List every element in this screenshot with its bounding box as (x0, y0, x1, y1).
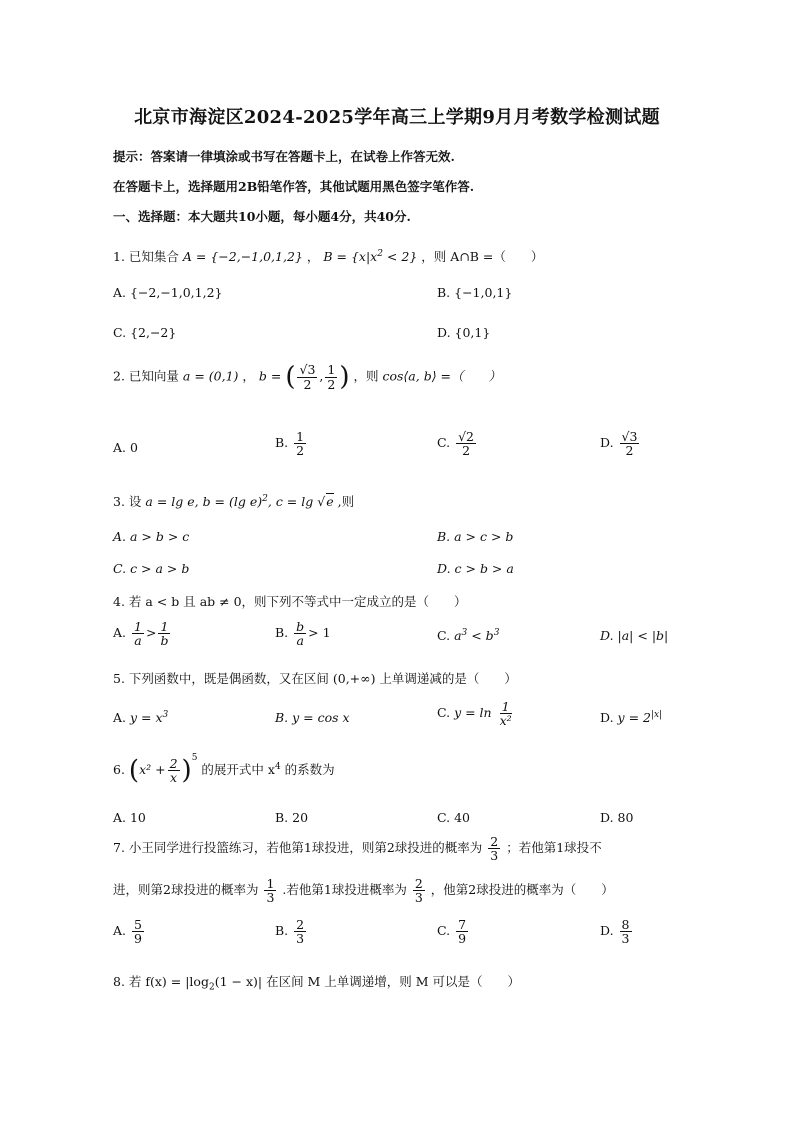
q5-option-b: B. y = cos x (275, 710, 350, 725)
q4-option-a: A. $\frac{1}{a}$ > $\frac{1}{b}$ (113, 619, 169, 649)
question-8: 8. 若 $f(x) = |\log_2(1 - x)|$ 在区间 M 上单调递增，则 M 可以是（ ） (113, 974, 521, 993)
notice-line-2: 在答题卡上，选择题用2B铅笔作答，其他试题用黑色签字笔作答. (113, 179, 475, 194)
q2-vector-b-lhs: b = (258, 368, 282, 384)
q7-option-b: B. $\frac{2}{3}$ (275, 917, 305, 947)
q5-option-a: A. $y = x^3$ (113, 710, 169, 726)
q2-ask-expr: cos⟨a, b⟩ =（ ） (382, 368, 502, 384)
q2-option-c: C. $\frac{√2}{2}$ (437, 429, 474, 459)
q6-right-paren: ) (181, 755, 192, 786)
q7-option-a: A. $\frac{5}{9}$ (113, 917, 142, 947)
q3-option-d: D. c > b > a (437, 561, 514, 576)
q7-option-c: C. $\frac{7}{9}$ (437, 917, 467, 947)
q2-b-frac-2: $\frac{1}{2}$ (327, 362, 336, 392)
q6-prefix: 6. (113, 762, 125, 777)
q2-vector-a: a = (0,1) (182, 368, 239, 384)
q2-prefix: 2. 已知向量 (113, 368, 179, 384)
q1-set-a: A = {−2,−1,0,1,2} (182, 249, 303, 264)
q6-option-d: D. 80 (600, 810, 634, 825)
q7-option-d: D. $\frac{8}{3}$ (600, 917, 630, 947)
q3-tail: ,则 (337, 494, 355, 509)
q4-option-b: B. $\frac{b}{a}$ > 1 (275, 619, 331, 649)
q2-ask-prefix: ，则 (353, 368, 379, 384)
question-7-line-2: 进，则第2球投进的概率为 $\frac{1}{3}$ .若他第1球投进概率为 $\frac{2}{3}$ ，他第2球投进的概率为（ ） (113, 876, 614, 906)
q1-option-d: D. {0,1} (437, 325, 491, 340)
page-title: 北京市海淀区2024-2025学年高三上学期9月月考数学检测试题 (134, 107, 660, 128)
q2-right-paren: ) (339, 362, 350, 392)
q1-option-b: B. {−1,0,1} (437, 285, 513, 300)
q1-ask: ，则 A∩B =（ ） (421, 249, 544, 264)
q3-option-b: B. a > c > b (437, 529, 514, 544)
q2-sep: ， (242, 368, 255, 384)
q5-option-d: D. $y = 2^{|x|}$ (600, 710, 663, 726)
notice-line-1: 提示：答案请一律填涂或书写在答题卡上，在试卷上作答无效. (113, 149, 455, 164)
q1-prefix: 1. 已知集合 (113, 249, 179, 264)
question-6: 6. (x² + $\frac{2}{x}$ )$^5$ 的展开式中 $x^4$ 的系数为 (113, 753, 335, 786)
q2-left-paren: ( (285, 362, 296, 392)
question-2: 2. 已知向量 a = (0,1) ， b = ( $\frac{√3}{2}$ , $\frac{1}{2}$ ) ，则 cos⟨a, b⟩ =（ ） (113, 362, 502, 392)
q4-option-c: C. $a^3 < b^3$ (437, 628, 500, 644)
q6-left-paren: ( (128, 755, 140, 786)
q1-option-a: A. {−2,−1,0,1,2} (113, 285, 223, 300)
question-4: 4. 若 a < b 且 ab ≠ 0，则下列不等式中一定成立的是（ ） (113, 594, 467, 609)
q6-option-c: C. 40 (437, 810, 470, 825)
q2-option-b: B. $\frac{1}{2}$ (275, 429, 305, 459)
q5-option-c: C. y = ln $\frac{1}{\text{x²}}$ (437, 699, 512, 729)
q1-sep: ， (306, 249, 320, 264)
q2-option-a: A. 0 (113, 440, 138, 455)
question-7-line-1: 7. 小王同学进行投篮练习，若他第1球投进，则第2球投进的概率为 $\frac{2}{3}$ ；若他第1球投不 (113, 834, 602, 864)
q3-expr: a = lg e, b = (lg e)$^2$, c = lg √e (145, 493, 334, 509)
q1-set-b: $B = \{x|x^2 < 2\}$ (323, 248, 418, 264)
section-heading: 一、选择题：本大题共10小题，每小题4分，共40分. (113, 209, 411, 224)
q2-option-d: D. $\frac{√3}{2}$ (600, 429, 638, 459)
q4-option-d: D. |a| < |b| (600, 628, 669, 643)
question-5: 5. 下列函数中，既是偶函数，又在区间 (0,+∞) 上单调递减的是（ ） (113, 671, 517, 686)
q3-prefix: 3. 设 (113, 494, 142, 509)
q3-option-c: C. c > a > b (113, 561, 190, 576)
question-1 (113, 247, 543, 265)
q6-option-b: B. 20 (275, 810, 309, 825)
question-3 (113, 492, 354, 510)
q3-option-a: A. a > b > c (113, 529, 190, 544)
q6-option-a: A. 10 (113, 810, 146, 825)
q2-b-frac-1: $\frac{√3}{2}$ (299, 362, 316, 392)
q1-option-c: C. {2,−2} (113, 325, 177, 340)
